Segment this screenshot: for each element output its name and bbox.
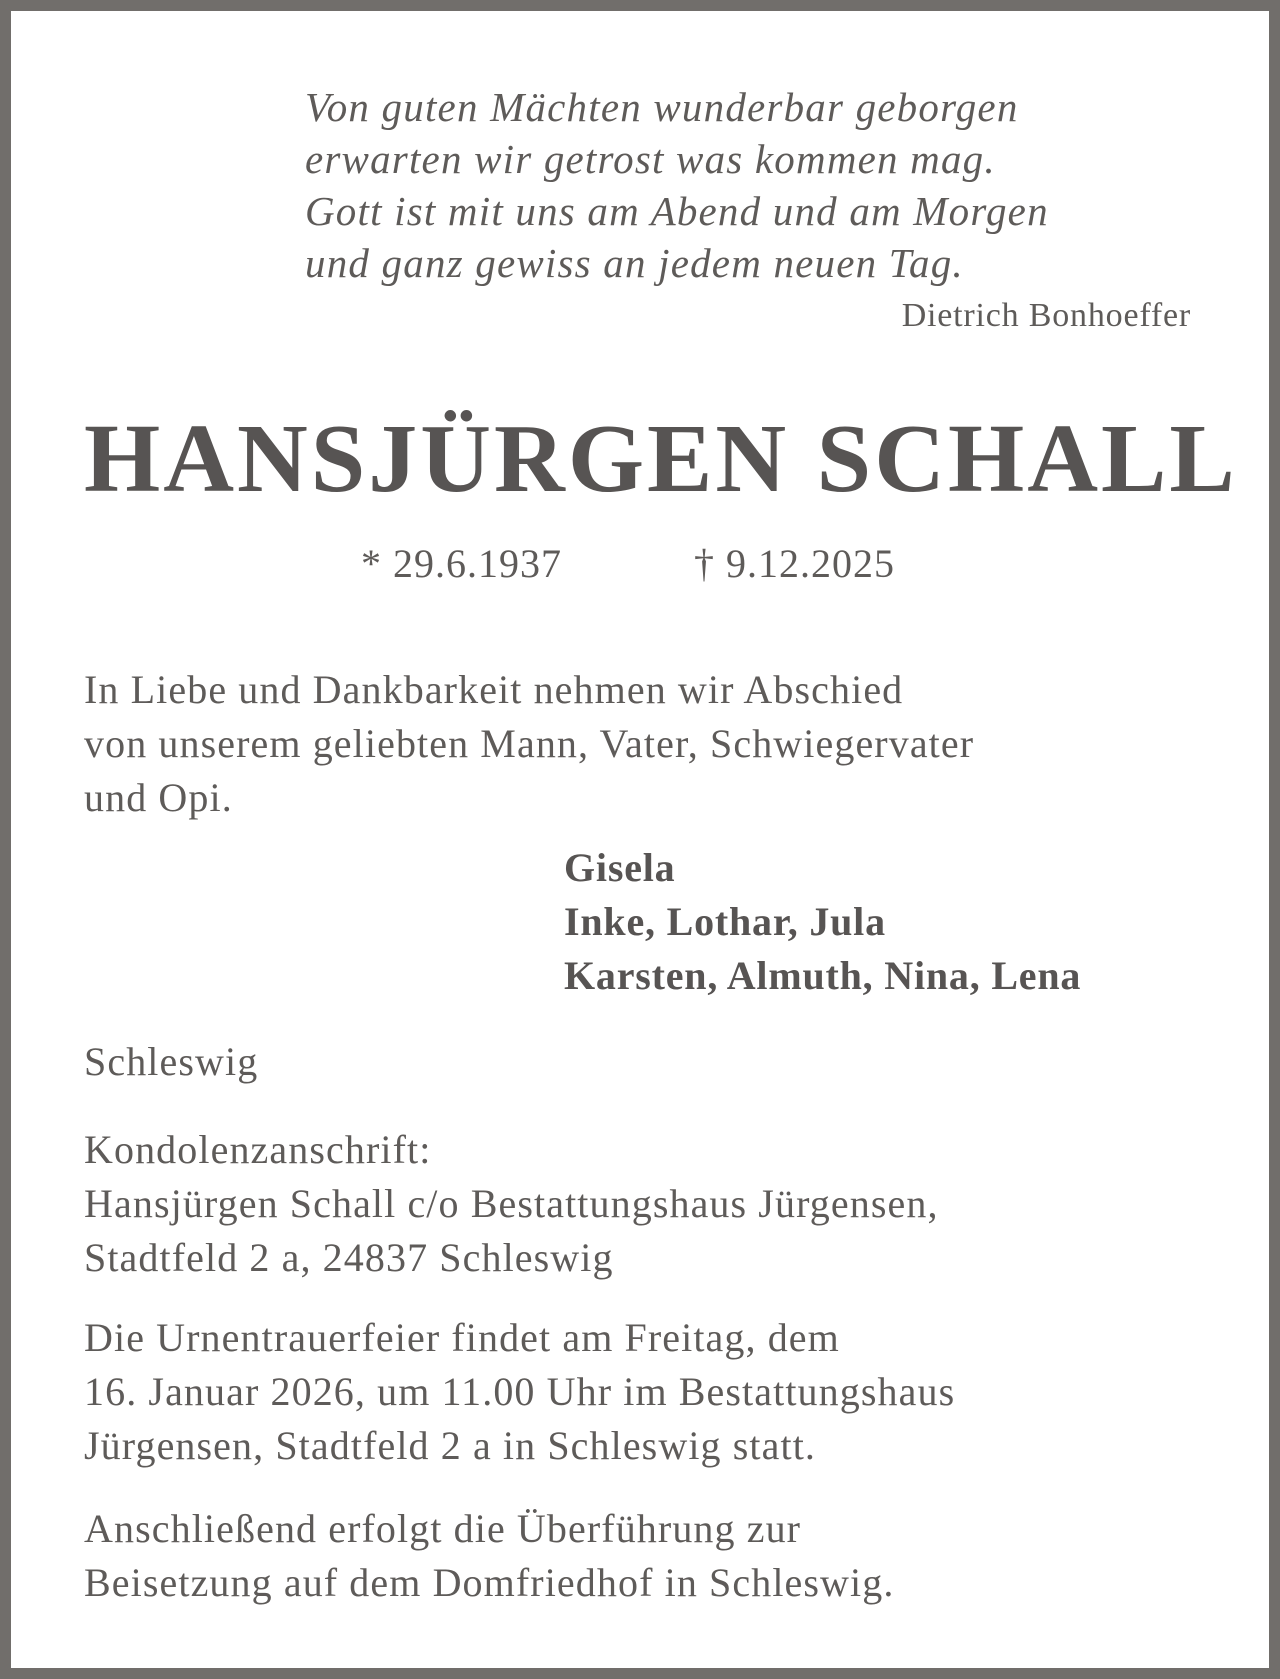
death-date: † 9.12.2025 [694,541,895,586]
service-line: Jürgensen, Stadtfeld 2 a in Schleswig statt. [84,1423,817,1468]
burial-line: Anschließend erfolgt die Überführung zur [84,1506,802,1551]
farewell-line: In Liebe und Dankbarkeit nehmen wir Abschied [84,667,904,712]
mourner-line: Inke, Lothar, Jula [564,899,886,944]
condolence-address [84,1123,939,1285]
service-line: Die Urnentrauerfeier findet am Freitag, dem [84,1315,840,1360]
poem-line: Von guten Mächten wunderbar geborgen [305,84,1019,130]
deceased-name: HANSJÜRGEN SCHALL [84,405,1238,513]
poem-line: Gott ist mit uns am Abend und am Morgen [305,188,1049,234]
service-line: 16. Januar 2026, um 11.00 Uhr im Bestattungshaus [84,1369,956,1414]
farewell-line: von unserem geliebten Mann, Vater, Schwiegervater [84,721,975,766]
poem-quote [305,81,1049,289]
condolence-line: Stadtfeld 2 a, 24837 Schleswig [84,1235,614,1280]
poem-line: und ganz gewiss an jedem neuen Tag. [305,240,964,286]
mourner-line: Gisela [564,845,676,890]
place-name: Schleswig [84,1039,259,1084]
condolence-line: Hansjürgen Schall c/o Bestattungshaus Jürgensen, [84,1181,939,1226]
condolence-line: Kondolenzanschrift: [84,1127,432,1172]
mourner-line: Karsten, Almuth, Nina, Lena [564,953,1082,998]
mourners-list [564,841,1081,1003]
birth-date: * 29.6.1937 [361,541,562,586]
poem-author: Dietrich Bonhoeffer [901,297,1191,334]
poem-line: erwarten wir getrost was kommen mag. [305,136,996,182]
burial-line: Beisetzung auf dem Domfriedhof in Schleswig. [84,1560,895,1605]
farewell-text [84,663,974,825]
service-info [84,1311,955,1473]
burial-info [84,1502,894,1610]
farewell-line: und Opi. [84,775,233,820]
